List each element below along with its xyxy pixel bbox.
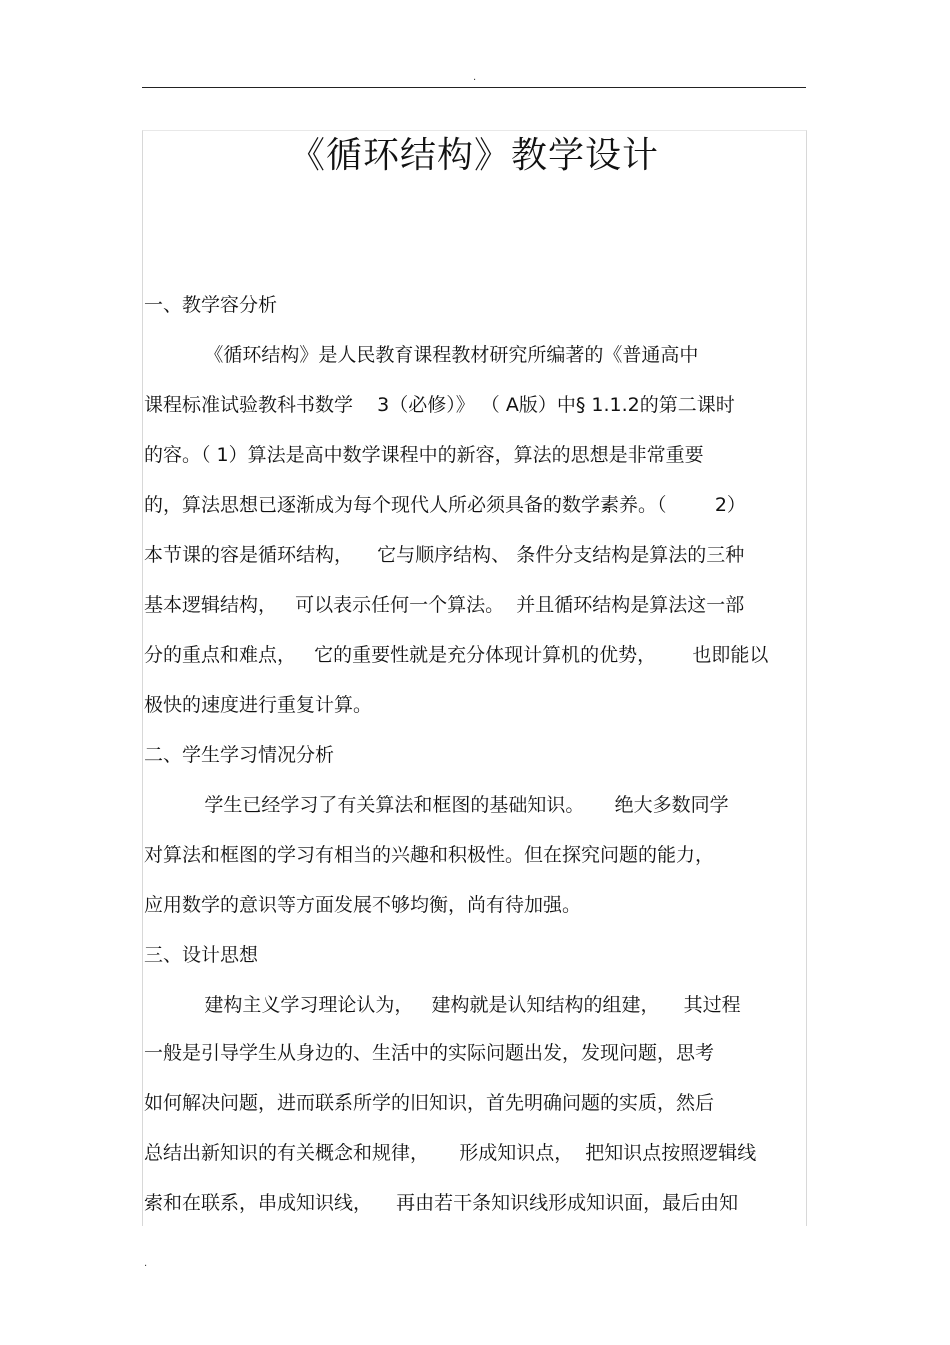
paragraph-line: 如何解决问题，进而联系所学的旧知识，首先明确问题的实质，然后 — [144, 1092, 715, 1114]
header-rule — [142, 87, 806, 88]
paragraph-line: 学生已经学习了有关算法和框图的基础知识。 绝大多数同学 — [144, 794, 729, 816]
section-heading: 三、设计思想 — [144, 944, 259, 966]
paragraph-line: 《循环结构》是人民教育课程教材研究所编著的《普通高中 — [144, 344, 699, 366]
paragraph-line: 基本逻辑结构， 可以表示任何一个算法。 并且循环结构是算法这一部 — [144, 594, 745, 616]
paragraph-line: 本节课的容是循环结构， 它与顺序结构、 条件分支结构是算法的三种 — [144, 544, 745, 566]
paragraph-line: 对算法和框图的学习有相当的兴趣和积极性。但在探究问题的能力， — [144, 844, 715, 866]
paragraph-line: 的容。（ 1）算法是高中数学课程中的新容，算法的思想是非常重要 — [144, 444, 704, 466]
paragraph-line: 一般是引导学生从身边的、生活中的实际问题出发，发现问题，思考 — [144, 1042, 715, 1064]
paragraph-line: 建构主义学习理论认为， 建构就是认知结构的组建， 其过程 — [144, 994, 741, 1016]
paragraph-line: 应用数学的意识等方面发展不够均衡，尚有待加强。 — [144, 894, 582, 916]
paragraph-line: 课程标准试验教科书数学 3（必修）》 （ A版）中§ 1.1.2的第二课时 — [144, 394, 735, 416]
footer-dot: . — [144, 1258, 148, 1269]
paragraph-line: 索和在联系，串成知识线， 再由若干条知识线形成知识面，最后由知 — [144, 1192, 739, 1214]
section-heading: 二、学生学习情况分析 — [144, 744, 335, 766]
section-heading: 一、教学容分析 — [144, 294, 278, 316]
paragraph-line: 总结出新知识的有关概念和规律， 形成知识点， 把知识点按照逻辑线 — [144, 1142, 757, 1164]
document-title: 《循环结构》教学设计 — [288, 135, 659, 176]
paragraph-line: 分的重点和难点， 它的重要性就是充分体现计算机的优势， 也即能以 — [144, 644, 769, 666]
paragraph-line: 极快的速度进行重复计算。 — [144, 694, 373, 716]
paragraph-line: 的，算法思想已逐渐成为每个现代人所必须具备的数学素养。（ 2） — [144, 494, 746, 516]
header-dot: . — [473, 72, 477, 83]
